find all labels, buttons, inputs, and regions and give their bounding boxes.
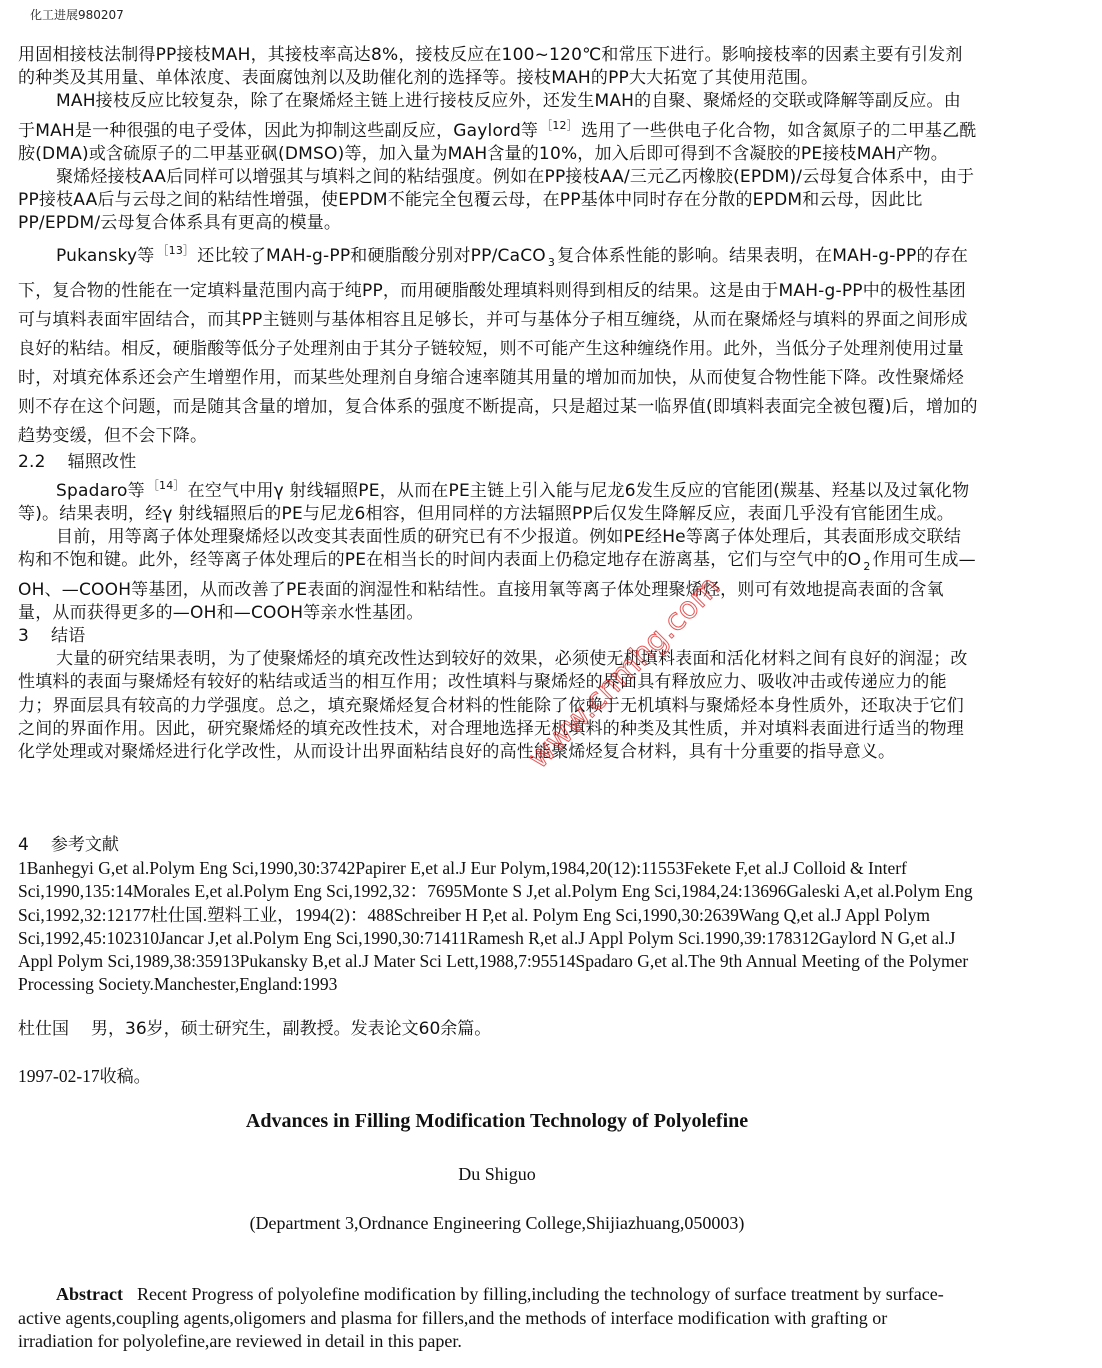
section-title: 结语 [51,626,86,647]
section-heading-3 [18,625,978,648]
section-title: 辐照改性 [67,451,137,472]
paragraph-aa-grafting: 聚烯烃接枝AA后同样可以增强其与填料之间的粘结强度。例如在PP接枝AA/三元乙丙橡胶(EPDM)/云母复合体系中，由于PP接枝AA后与云母之间的粘结性增强，使EPDM不能完全包覆云母，在PP基体中同时存在分散的EPDM和云母，因此比PP/EPDM/云母复合体系具有更高的模量。 [18,167,975,234]
english-author: Du Shiguo [458,1164,536,1184]
received-label: 收稿。 [99,1067,151,1087]
paragraph-text: 还比较了MAH-g-PP和硬脂酸分别对PP/CaCO [197,245,546,266]
received-date: 1997-02-17 [18,1066,100,1086]
paragraph-plasma [18,526,978,625]
citation-12: ［12］ [541,118,578,132]
paragraph-text: MAH接枝反应比较复杂，除了在聚烯烃主链上进行接枝反应外，还发生MAH的自聚、聚烯烃的交联或降解等副反应。由于MAH是一种很强的电子受体，因此为抑制这些副反应，Gaylord等 [18,91,961,141]
abstract-label: Abstract [56,1284,123,1304]
section-number: 3 [18,626,30,647]
abstract-text: Recent Progress of polyolefine modification by filling,including the technology of surface treatment by surface-active agents,coupling agents,oligomers and plasma for fillers,and the methods of interface modification with grafting or irradiation for polyolefine,are reviewed in detail in this paper. [18,1284,944,1351]
english-affiliation: (Department 3,Ordnance Engineering College,Shijiazhuang,050003) [249,1213,745,1233]
subscript-2: 2 [863,560,871,574]
author-details: 男，36岁，硕士研究生，副教授。发表论文60余篇。 [91,1019,492,1039]
references-section [18,834,978,996]
section-title: 参考文献 [50,835,119,855]
references-heading [18,834,978,857]
section-heading-2-2 [18,451,978,474]
citation-14: ［14］ [147,478,185,492]
english-title: Advances in Filling Modification Technology of Polyolefine [245,1110,749,1132]
paragraph-text: 在空气中用γ 射线辐照PE，从而在PE主链上引入能与尼龙6发生反应的官能团(羰基、羟基以及过氧化物等)。结果表明，经γ 射线辐照后的PE与尼龙6相容，但用同样的方法辐照PP后仅发生降解反应，表面几乎没有官能团生成。 [18,480,970,525]
journal-issue-tag: 化工进展980207 [30,8,124,22]
paragraph-text: Pukansky等 [56,245,155,266]
paragraph-text: 复合体系性能的影响。结果表明，在MAH-g-PP的存在下，复合物的性能在一定填料量范围内高于纯PP，而用硬脂酸处理填料则得到相反的结果。这是由于MAH-g-PP中的极性基团可与填料表面牢固结合，而其PP主链则与基体相容且足够长，并可与基体分子相互缠绕，从而在聚烯烃与填料的界面之间形成良好的粘结。相反，硬脂酸等低分子处理剂由于其分子链较短，则不可能产生这种缠绕作用。此外，当低分子处理剂使用过量时，对填充体系还会产生增塑作用，而某些处理剂自身缩合速率随其用量的增加而加快，从而使复合物性能下降。改性聚烯烃则不存在这个问题，而是随其含量的增加，复合体系的强度不断提高，只是超过某一临界值(即填料表面完全被包覆)后，增加的趋势变缓，但不会下降。 [18,245,978,446]
author-note [18,1018,491,1041]
paragraph-spadaro [18,474,978,526]
section-number: 2.2 [18,451,46,472]
paragraph-text: 选用了一些供电子化合物，如含氮原子的二甲基乙酰胺(DMA)或含硫原子的二甲基亚砜(DMSO)等，加入量为MAH含量的10%，加入后即可得到不含凝胶的PE接枝MAH产物。 [18,120,977,164]
paragraph-grafting-intro: 用固相接枝法制得PP接枝MAH，其接枝率高达8%，接枝反应在100~120℃和常压下进行。影响接枝率的因素主要有引发剂的种类及其用量、单体浓度、表面腐蚀剂以及助催化剂的选择等。接枝MAH的PP大大拓宽了其使用范围。 [18,45,963,89]
section-number: 4 [18,835,29,855]
watermark-text: www.cnmhg.com [520,569,728,776]
paragraph-text: 目前，用等离子体处理聚烯烃以改变其表面性质的研究已有不少报道。例如PE经He等离子体处理后，其表面形成交联结构和不饱和键。此外，经等离子体处理后的PE在相当长的时间内表面上仍稳定地存在游离基，它们与空气中的O [18,527,962,571]
paragraph-text: Spadaro等 [56,480,145,501]
paragraph-pukansky [18,236,978,451]
references-list: 1Banhegyi G,et al.Polym Eng Sci,1990,30:3742Papirer E,et al.J Eur Polym,1984,20(12):11553Fekete F,et al.J Colloid & Interf Sci,1990,135:14Morales E,et al.Polym Eng Sci,1992,32：7695Monte S J,et al.Polym Eng Sci,1984,24:13696Galeski A,et al.Polym Eng Sci,1992,32:12177杜仕国.塑料工业，1994(2)：488Schreiber H P,et al. Polym Eng Sci,1990,30:2639Wang Q,et al.J Appl Polym Sci,1992,45:102310Jancar J,et al.Polym Eng Sci,1990,30:71411Ramesh R,et al.J Appl Polym Sci.1990,39:178312Gaylord N G,et al.J Appl Polym Sci,1989,38:35913Pukansky B,et al.J Mater Sci Lett,1988,7:95514Spadaro G,et al.The 9th Annual Meeting of the Polymer Processing Society.Manchester,England:1993 [18,858,973,995]
paragraph-text: 作用可生成—OH、—COOH等基团，从而改善了PE表面的润湿性和粘结性。直接用氧等离子体处理聚烯烃，则可有效地提高表面的含氧量，从而获得更多的—OH和—COOH等亲水性基团。 [18,550,976,623]
author-name: 杜仕国 [18,1019,69,1039]
paragraph-conclusion: 大量的研究结果表明，为了使聚烯烃的填充改性达到较好的效果，必须使无机填料表面和活化材料之间有良好的润湿；改性填料的表面与聚烯烃有较好的粘结或适当的相互作用；改性填料与聚烯烃的界面具有释放应力、吸收冲击或传递应力的能力；界面层具有较高的力学强度。总之，填充聚烯烃复合材料的性能除了依赖于无机填料与聚烯烃本身性质外，还取决于它们之间的界面作用。因此，研究聚烯烃的填充改性技术，对合理地选择无机填料的种类及其性质，并对填料表面进行适当的物理化学处理或对聚烯烃进行化学改性，从而设计出界面粘结良好的高性能聚烯烃复合材料，具有十分重要的指导意义。 [18,649,968,763]
body-text-block-1 [18,44,978,764]
english-abstract [18,1283,958,1354]
citation-13: ［13］ [157,243,195,257]
received-date-line [18,1062,151,1087]
paragraph-mah-side-reactions [18,90,978,166]
subscript-3: 3 [547,255,556,269]
